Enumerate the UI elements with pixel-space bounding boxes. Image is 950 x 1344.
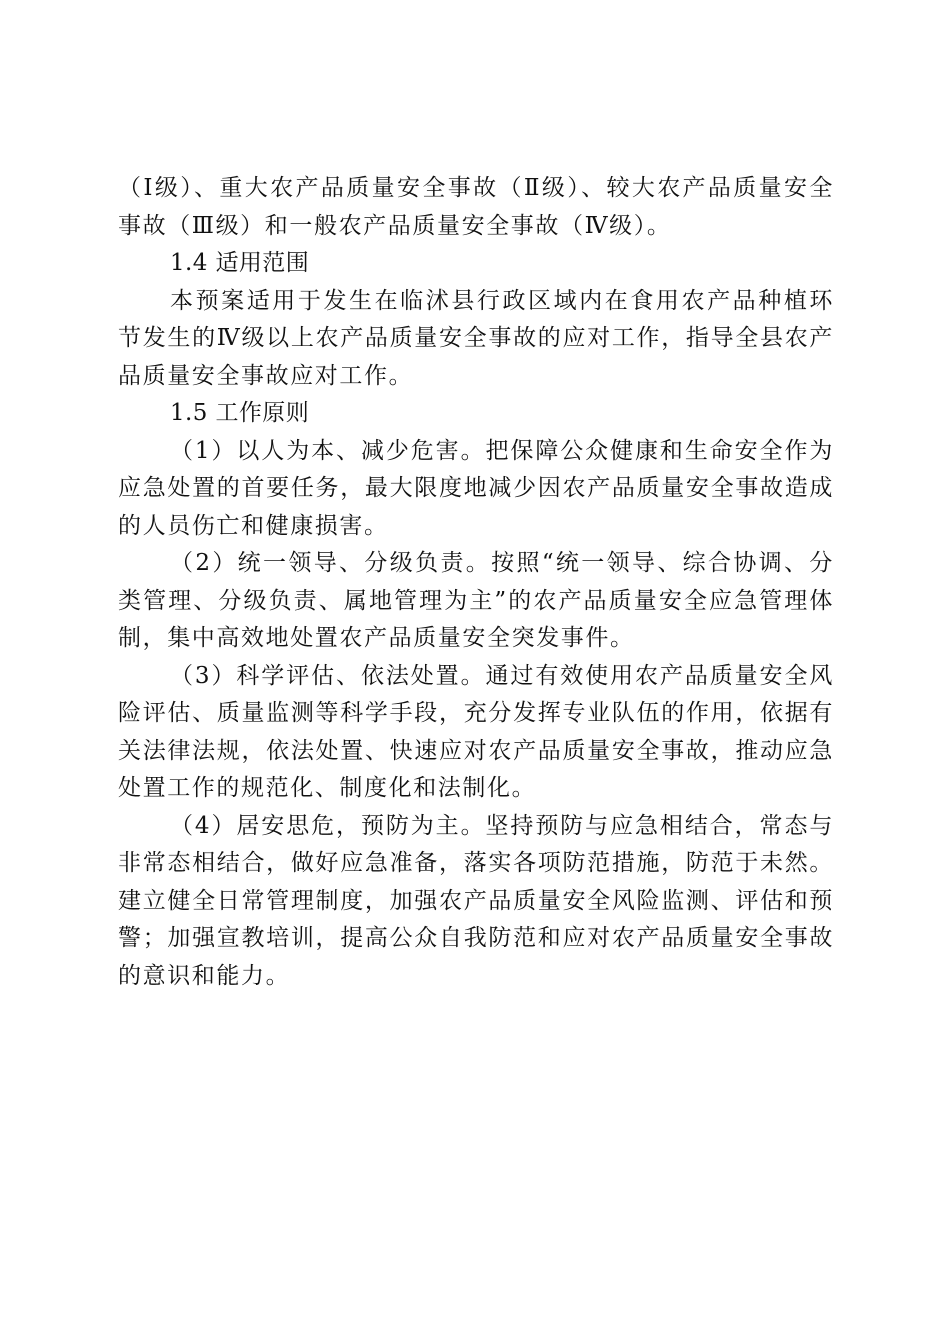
- paragraph-principle-3: （3）科学评估、依法处置。通过有效使用农产品质量安全风险评估、质量监测等科学手段，充分发挥专业队伍的作用，依据有关法律法规，依法处置、快速应对农产品质量安全事故，推动应急处置工作的规范化、制度化和法制化。: [118, 662, 834, 801]
- section-heading-1-4-scope: 1.4 适用范围: [170, 250, 310, 276]
- document-body: [118, 170, 834, 995]
- section-heading-1-5-principles: 1.5 工作原则: [170, 400, 310, 426]
- paragraph-principle-2: （2）统一领导、分级负责。按照“统一领导、综合协调、分类管理、分级负责、属地管理为主”的农产品质量安全应急管理体制，集中高效地处置农产品质量安全突发事件。: [118, 550, 834, 651]
- paragraph-scope: 本预案适用于发生在临沭县行政区域内在食用农产品种植环节发生的Ⅳ级以上农产品质量安全事故的应对工作，指导全县农产品质量安全事故应对工作。: [118, 287, 834, 389]
- paragraph-accident-levels: （Ⅰ级）、重大农产品质量安全事故（Ⅱ级）、较大农产品质量安全事故（Ⅲ级）和一般农产品质量安全事故（Ⅳ级）。: [118, 175, 834, 239]
- paragraph-principle-4: （4）居安思危，预防为主。坚持预防与应急相结合，常态与非常态相结合，做好应急准备，落实各项防范措施，防范于未然。建立健全日常管理制度，加强农产品质量安全风险监测、评估和预警；加强宣教培训，提高公众自我防范和应对农产品质量安全事故的意识和能力。: [118, 812, 834, 989]
- paragraph-principle-1: （1）以人为本、减少危害。把保障公众健康和生命安全作为应急处置的首要任务，最大限度地减少因农产品质量安全事故造成的人员伤亡和健康损害。: [118, 437, 834, 539]
